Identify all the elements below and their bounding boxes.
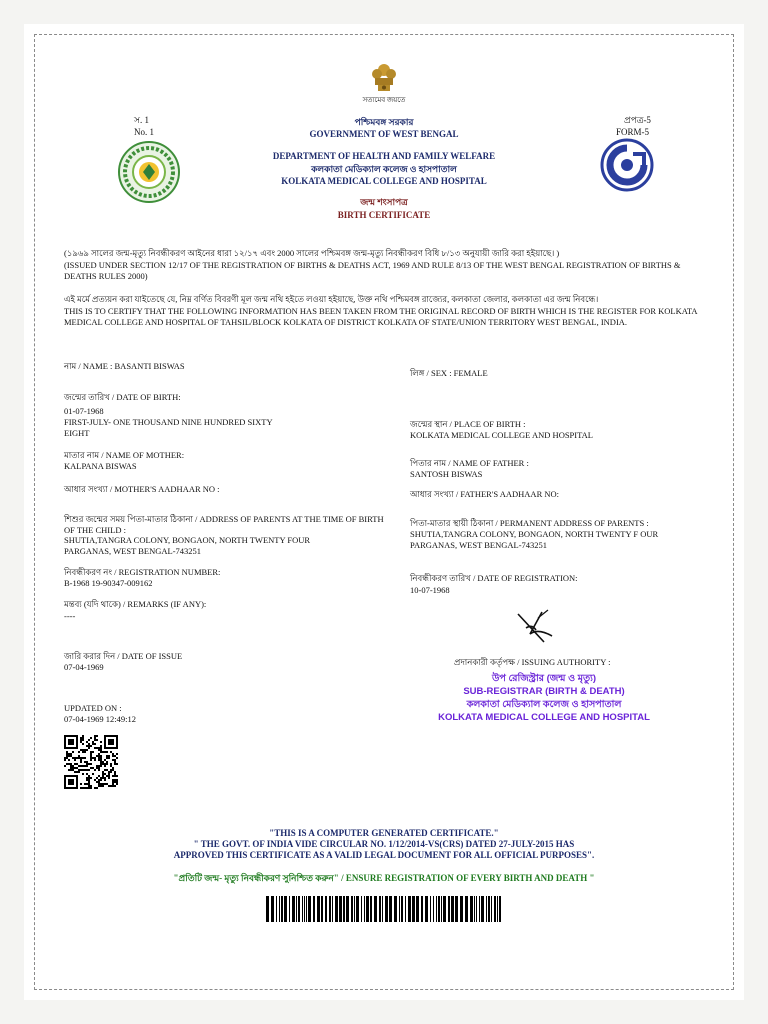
national-emblem-icon xyxy=(366,58,402,94)
issuing-authority-label: প্রদানকারী কর্তৃপক্ষ / ISSUING AUTHORITY : xyxy=(454,657,611,667)
govt-name-en: GOVERNMENT OF WEST BENGAL xyxy=(309,129,459,139)
sex-field: লিঙ্গ / SEX : FEMALE xyxy=(410,368,488,378)
govt-name-bn: পশ্চিমবঙ্গ সরকার xyxy=(354,117,414,127)
permanent-address-value: SHUTIA,TANGRA COLONY, BONGAON, NORTH TWENTY F OUR PARGANAS, WEST BENGAL-743251 xyxy=(410,529,659,550)
date-of-issue-value: 07-04-1969 xyxy=(64,662,104,672)
place-of-birth-value: KOLKATA MEDICAL COLLEGE AND HOSPITAL xyxy=(410,430,593,440)
child-name: নাম / NAME : BASANTI BISWAS xyxy=(64,361,185,371)
certificate-title-en: BIRTH CERTIFICATE xyxy=(337,210,431,220)
hospital-name-bn: কলকাতা মেডিক্যাল কলেজ ও হাসপাতাল xyxy=(311,164,457,174)
ensure-registration-en: / ENSURE REGISTRATION OF EVERY BIRTH AND DEATH " xyxy=(341,873,595,883)
remarks-label: মন্তব্য (যদি থাকে) / REMARKS (IF ANY): xyxy=(64,599,207,609)
mother-name-label: মাতার নাম / NAME OF MOTHER: xyxy=(64,450,185,460)
authority-hospital-en: KOLKATA MEDICAL COLLEGE AND HOSPITAL xyxy=(438,712,650,723)
dob-in-words: FIRST-JULY- ONE THOUSAND NINE HUNDRED SIXTY EIGHT xyxy=(64,417,273,438)
address-at-birth-label: শিশুর জন্মের সময় পিতা-মাতার ঠিকানা / ADDRESS OF PARENTS AT THE TIME OF BIRTH OF THE CHILD : xyxy=(64,514,384,535)
hospital-name-en: KOLKATA MEDICAL COLLEGE AND HOSPITAL xyxy=(281,176,487,186)
crs-logo-icon xyxy=(600,138,654,192)
certificate-title-bn: জন্ম শংসাপত্র xyxy=(360,197,408,207)
registration-number-label: নিবন্ধীকরণ নং / REGISTRATION NUMBER: xyxy=(64,567,221,577)
form-no-en: FORM-5 xyxy=(616,127,650,137)
father-name-value: SANTOSH BISWAS xyxy=(410,469,483,479)
circular-note-line2: APPROVED THIS CERTIFICATE AS A VALID LEGAL DOCUMENT FOR ALL OFFICIAL PURPOSES". xyxy=(173,850,595,860)
registration-date-label: নিবন্ধীকরণ তারিখ / DATE OF REGISTRATION: xyxy=(410,573,578,583)
mother-name-value: KALPANA BISWAS xyxy=(64,461,137,471)
signature-icon xyxy=(508,606,568,646)
certify-text-en: THIS IS TO CERTIFY THAT THE FOLLOWING INFORMATION HAS BEEN TAKEN FROM THE ORIGINAL RECORD OF BIRTH WHICH IS THE REGISTER FOR KOLKATA MEDICAL COLLEGE AND HOSPITAL OF TAHSIL/BLOCK KOLKATA OF DISTRICT KOLKATA OF STATE/UNION TERRITORY WEST BENGAL, INDIA. xyxy=(64,306,698,327)
sub-registrar-bn: উপ রেজিস্ট্রার (জন্ম ও মৃত্যু) xyxy=(491,673,597,684)
form-no-bn: প্রপত্র-5 xyxy=(624,115,651,125)
father-aadhaar-label: আধার সংখ্যা / FATHER'S AADHAAR NO: xyxy=(410,489,560,499)
registration-date-value: 10-07-1968 xyxy=(410,585,450,595)
issued-under-bn: (১৯৬৯ সালের জন্ম-মৃত্যু নিবন্ধীকরণ আইনের ধারা ১২/১৭ এবং 2000 সালের পশ্চিমবঙ্গ জন্ম-মৃত্যু নিবন্ধীকরণ বিধি ৮/১৩ অনুযায়ী জারি করা হইয়াছে। ) xyxy=(64,248,560,258)
registration-number-value: B-1968 19-90347-009162 xyxy=(64,578,153,588)
qr-code-icon xyxy=(64,735,118,789)
certify-text-bn: এই মর্মে প্রত্যয়ন করা যাইতেছে যে, নিম্ন বর্ণিত বিবরণী মূল জন্ম নথি হইতে লওয়া হইয়াছে, উক্ত নথি পশ্চিমবঙ্গ রাজ্যের, কলকাতা জেলার, কলকাতা এর জন্ম নিবন্ধে। xyxy=(64,294,599,304)
address-at-birth-value: SHUTIA,TANGRA COLONY, BONGAON, NORTH TWENTY FOUR PARGANAS, WEST BENGAL-743251 xyxy=(64,535,311,556)
dob-label: জন্মের তারিখ / DATE OF BIRTH: xyxy=(64,392,181,402)
date-of-issue-label: জারি করার দিন / DATE OF ISSUE xyxy=(64,651,183,661)
computer-generated-note: "THIS IS A COMPUTER GENERATED CERTIFICATE." xyxy=(269,828,499,838)
circular-note-line1: " THE GOVT. OF INDIA VIDE CIRCULAR NO. 1/12/2014-VS(CRS) DATED 27-JULY-2015 HAS xyxy=(193,839,575,849)
remarks-value: ---- xyxy=(64,611,76,621)
department-name: DEPARTMENT OF HEALTH AND FAMILY WELFARE xyxy=(272,151,496,161)
ensure-registration-bn: "প্রতিটি জন্ম- মৃত্যু নিবন্ধীকরণ সুনিশ্চিত করুন" xyxy=(173,873,339,883)
barcode-icon xyxy=(264,896,504,922)
west-bengal-seal-icon xyxy=(117,140,181,204)
place-of-birth-label: জন্মের স্থান / PLACE OF BIRTH : xyxy=(410,419,526,429)
sub-registrar-en: SUB-REGISTRAR (BIRTH & DEATH) xyxy=(463,686,625,697)
emblem-caption: সত্যমেব জয়তে xyxy=(362,96,406,104)
permanent-address-label: পিতা-মাতার স্থায়ী ঠিকানা / PERMANENT ADDRESS OF PARENTS : xyxy=(410,518,649,528)
issued-under-en: (ISSUED UNDER SECTION 12/17 OF THE REGISTRATION OF BIRTHS & DEATHS ACT, 1969 AND RULE 8/13 OF THE WEST BENGAL REGISTRATION OF BIRTHS & DEATHS RULES 2000) xyxy=(64,260,681,281)
updated-on-label: UPDATED ON : xyxy=(64,703,122,713)
father-name-label: পিতার নাম / NAME OF FATHER : xyxy=(410,458,529,468)
ensure-registration-line xyxy=(84,872,684,884)
certificate-page xyxy=(24,24,744,1000)
mother-aadhaar-label: আধার সংখ্যা / MOTHER'S AADHAAR NO : xyxy=(64,484,220,494)
dob-value: 01-07-1968 xyxy=(64,406,104,416)
serial-no-bn: স. 1 xyxy=(134,115,149,125)
updated-on-value: 07-04-1969 12:49:12 xyxy=(64,714,137,724)
authority-hospital-bn: কলকাতা মেডিক্যাল কলেজ ও হাসপাতাল xyxy=(466,699,622,710)
serial-no-en: No. 1 xyxy=(134,127,154,137)
